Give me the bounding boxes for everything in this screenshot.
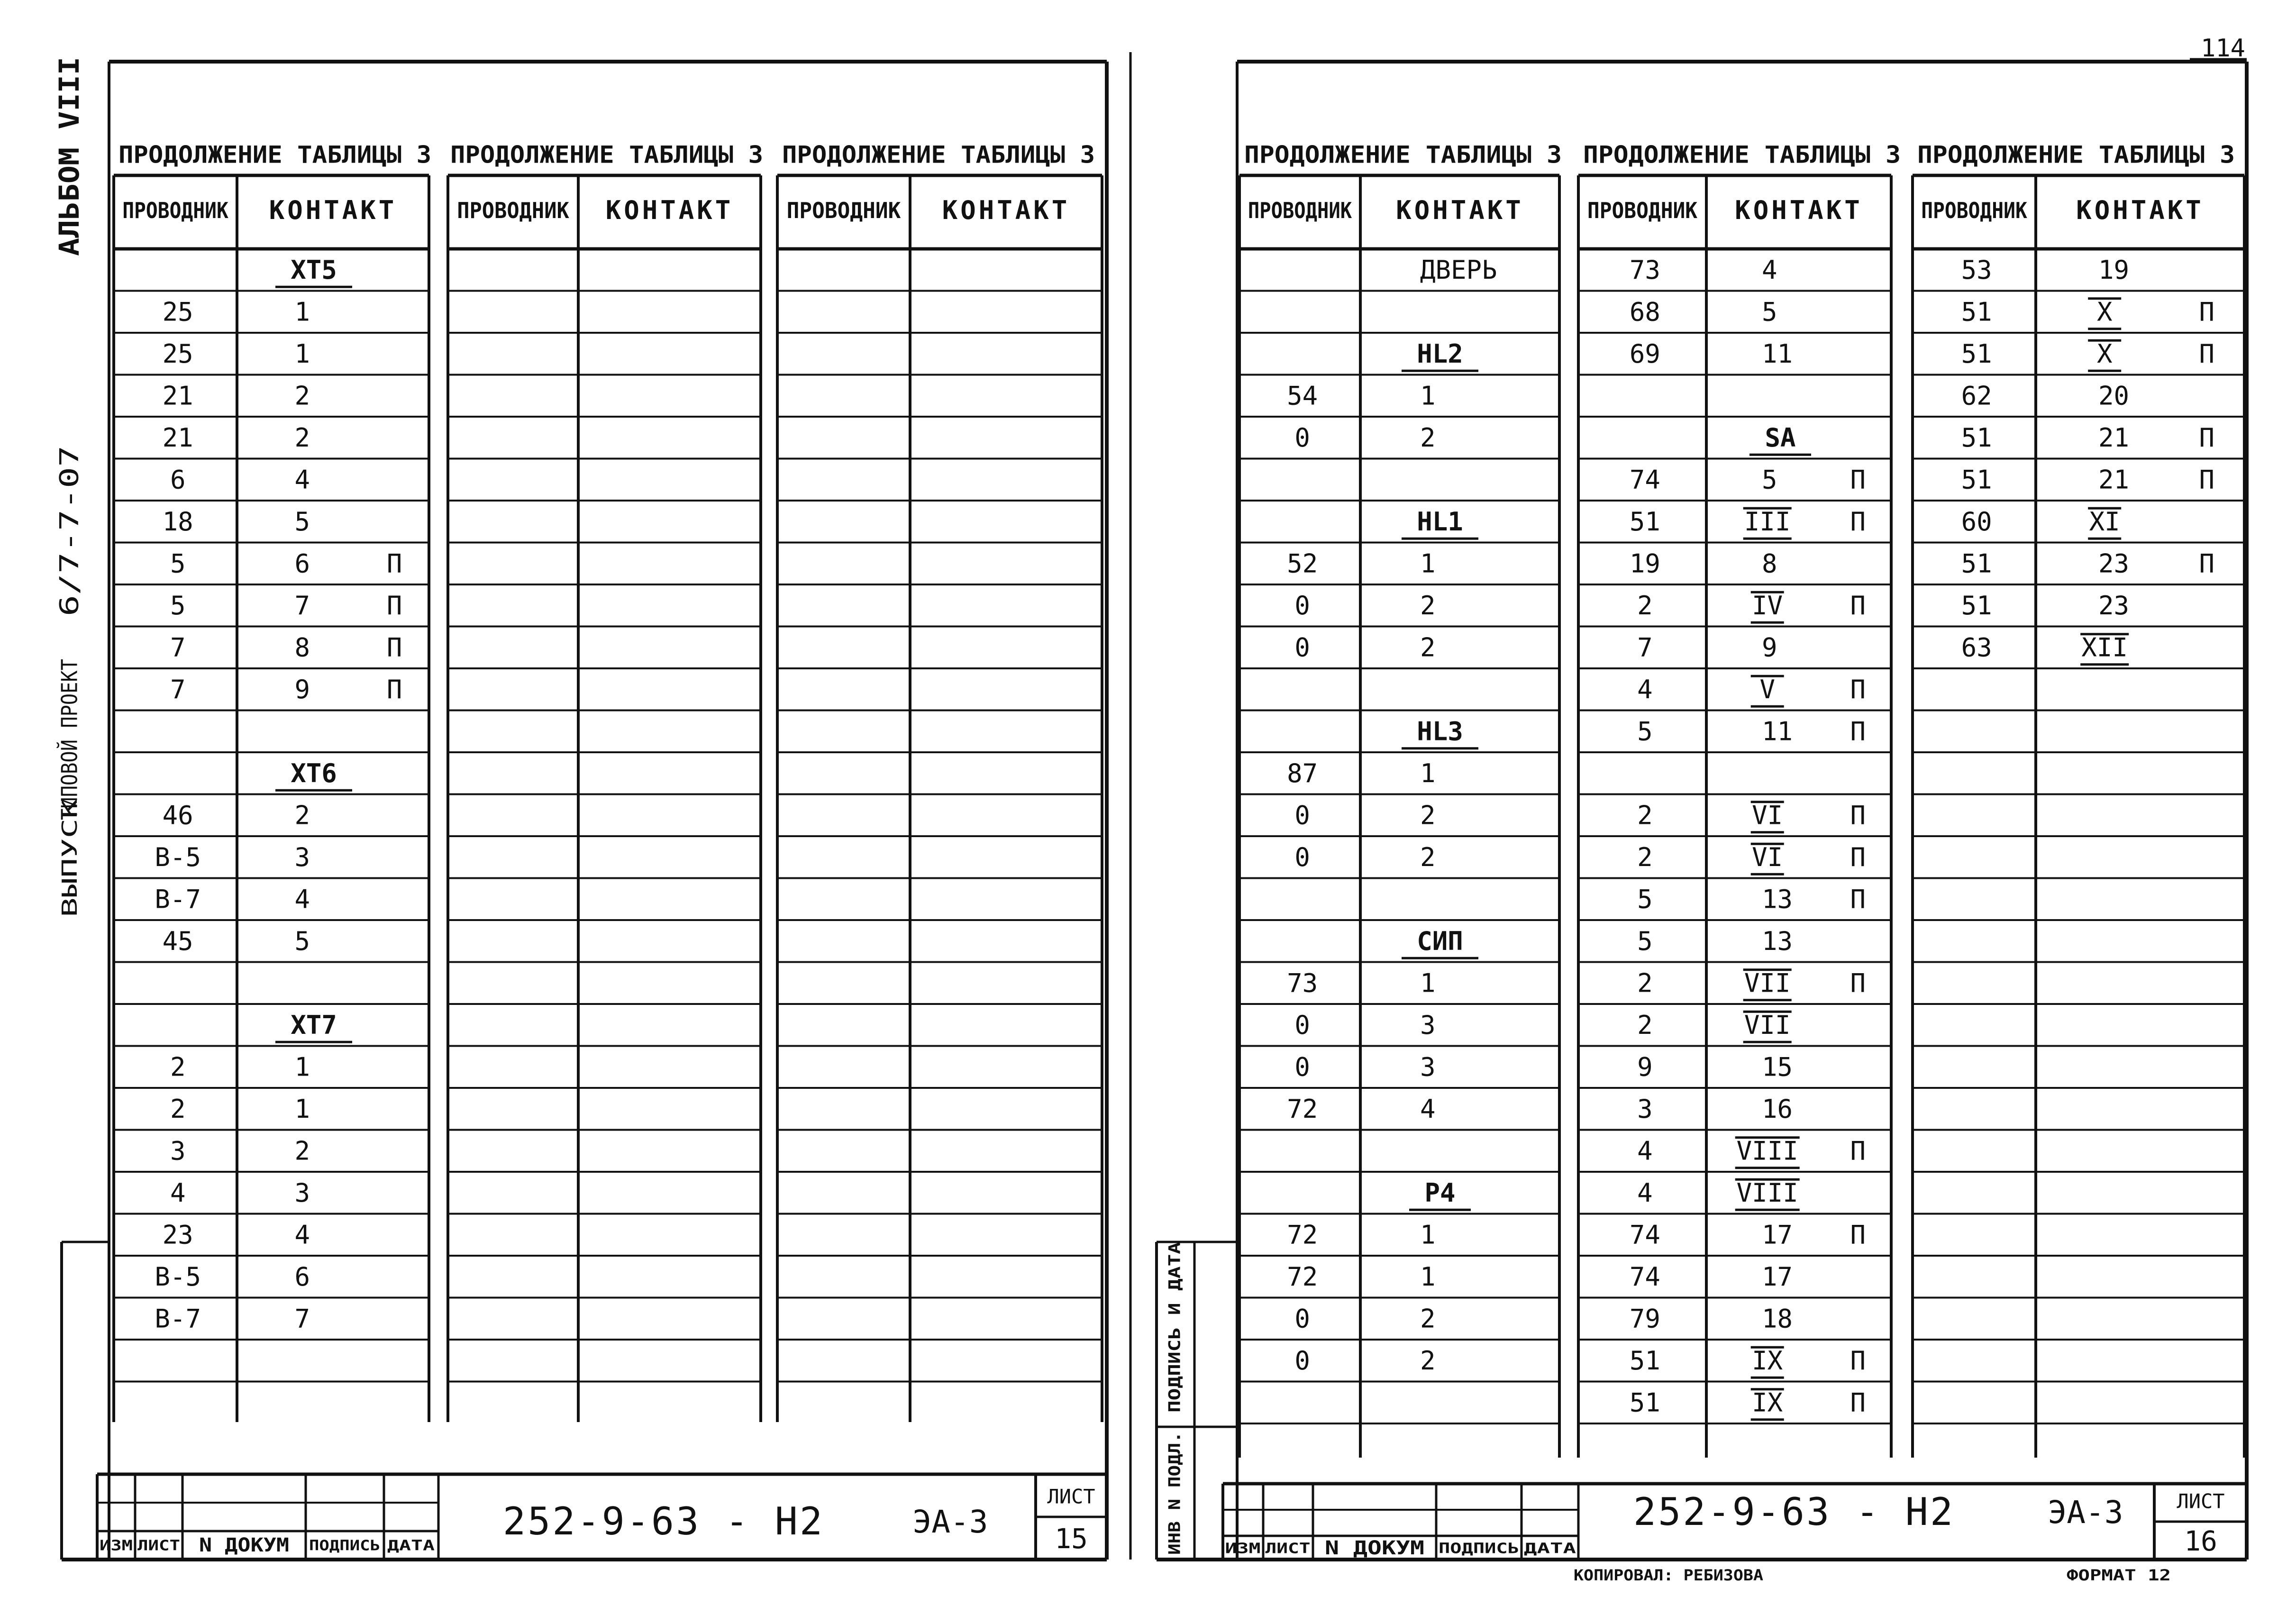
device-label: SA — [1765, 422, 1796, 453]
conductor-cell: 5 — [1637, 884, 1653, 914]
conductor-cell: 4 — [170, 1177, 186, 1208]
conductor-cell: 51 — [1629, 1345, 1660, 1376]
table-heading: ПРОДОЛЖЕНИЕ ТАБЛИЦЫ 3 — [450, 141, 763, 169]
flag-cell: П — [1850, 842, 1866, 872]
contact-cell: 7 — [294, 590, 310, 620]
col-header-conductor: ПРОВОДНИК — [786, 198, 901, 223]
contact-cell: 4 — [294, 1220, 310, 1250]
contact-cell: 1 — [1420, 548, 1436, 579]
contact-cell: 2 — [294, 422, 310, 453]
flag-cell: П — [2199, 297, 2215, 327]
conductor-cell: 51 — [1961, 297, 1992, 327]
contact-cell: 4 — [1762, 255, 1777, 285]
contact-cell: 1 — [294, 1094, 310, 1124]
conductor-cell: 5 — [1637, 926, 1653, 956]
conductor-cell: 5 — [170, 590, 186, 620]
conductor-cell: 51 — [1961, 338, 1992, 369]
sheet-texts — [53, 34, 2245, 1584]
conductor-cell: В-7 — [155, 1304, 201, 1334]
conductor-cell: 7 — [170, 674, 186, 704]
conductor-cell: 4 — [1637, 1136, 1653, 1166]
conductor-cell: 7 — [1637, 632, 1653, 663]
table-heading: ПРОДОЛЖЕНИЕ ТАБЛИЦЫ 3 — [1244, 141, 1562, 169]
conductor-cell: 72 — [1287, 1261, 1318, 1292]
contact-cell: 13 — [1762, 926, 1793, 956]
col-header-contact: КОНТАКТ — [942, 195, 1070, 226]
contact-cell: 2 — [294, 800, 310, 830]
conductor-cell: 51 — [1629, 506, 1660, 537]
flag-cell: П — [1850, 465, 1866, 495]
conductor-cell: 46 — [162, 800, 193, 830]
contact-cell: 19 — [2098, 255, 2130, 285]
contact-cell: 2 — [1420, 590, 1436, 620]
format-label: ФОРМАТ 12 — [2067, 1566, 2171, 1584]
col-header-contact: КОНТАКТ — [2076, 195, 2204, 226]
flag-cell: П — [1850, 1387, 1866, 1418]
conductor-cell: 73 — [1629, 255, 1660, 285]
conductor-cell: 23 — [162, 1220, 193, 1250]
stamp-col-label: N ДОКУМ — [1325, 1537, 1424, 1559]
contact-cell: IV — [1752, 590, 1783, 620]
contact-cell: 21 — [2098, 422, 2130, 453]
conductor-cell: 87 — [1287, 758, 1318, 788]
conductor-cell: 18 — [162, 506, 193, 537]
stamp-col-label: ПОДПИСЬ — [309, 1537, 380, 1554]
device-label: XT7 — [291, 1010, 337, 1040]
conductor-cell: 63 — [1961, 632, 1992, 663]
conductor-cell: 2 — [1637, 590, 1653, 620]
device-label: HL3 — [1417, 716, 1463, 747]
flag-cell: П — [1850, 506, 1866, 537]
flag-cell: П — [386, 632, 402, 663]
contact-cell: 9 — [1762, 632, 1777, 663]
conductor-cell: 51 — [1961, 422, 1992, 453]
conductor-cell: 0 — [1294, 422, 1310, 453]
col-header-conductor: ПРОВОДНИК — [1587, 198, 1698, 223]
conductor-cell: 53 — [1961, 255, 1992, 285]
flag-cell: П — [1850, 884, 1866, 914]
conductor-cell: 0 — [1294, 590, 1310, 620]
contact-cell: 6 — [294, 1261, 310, 1292]
conductor-cell: 52 — [1287, 548, 1318, 579]
contact-cell: 5 — [294, 506, 310, 537]
contact-cell: 7 — [294, 1304, 310, 1334]
flag-cell: П — [1850, 716, 1866, 747]
sheet-number: 15 — [1055, 1523, 1088, 1555]
flag-cell: П — [386, 674, 402, 704]
conductor-cell: 51 — [1961, 465, 1992, 495]
col-header-conductor: ПРОВОДНИК — [122, 198, 229, 223]
conductor-cell: 0 — [1294, 1345, 1310, 1376]
contact-cell: 18 — [1762, 1304, 1793, 1334]
conductor-cell: В-5 — [155, 1261, 201, 1292]
document-code: 252-9-63 - Н2 — [1633, 1489, 1955, 1534]
conductor-cell: 2 — [170, 1052, 186, 1082]
contact-cell: 4 — [294, 884, 310, 914]
conductor-cell: 25 — [162, 297, 193, 327]
flag-cell: П — [2199, 465, 2215, 495]
contact-cell: VII — [1744, 968, 1791, 998]
page-number: 114 — [2201, 34, 2245, 63]
col-header-contact: КОНТАКТ — [269, 195, 397, 226]
contact-cell: 2 — [1420, 1345, 1436, 1376]
conductor-cell: 5 — [170, 548, 186, 579]
document-mark: ЭА-3 — [2048, 1494, 2123, 1531]
conductor-cell: 68 — [1629, 297, 1660, 327]
contact-cell: 8 — [294, 632, 310, 663]
contact-cell: 5 — [1762, 465, 1777, 495]
contact-cell: 2 — [294, 1136, 310, 1166]
conductor-cell: 4 — [1637, 1177, 1653, 1208]
conductor-cell: 73 — [1287, 968, 1318, 998]
col-header-conductor: ПРОВОДНИК — [1921, 198, 2028, 223]
contact-cell: VII — [1744, 1010, 1791, 1040]
conductor-cell: 62 — [1961, 381, 1992, 411]
contact-cell: VI — [1752, 842, 1783, 872]
contact-cell: 5 — [294, 926, 310, 956]
contact-cell: 2 — [1420, 1304, 1436, 1334]
flag-cell: П — [386, 590, 402, 620]
table-heading: ПРОДОЛЖЕНИЕ ТАБЛИЦЫ 3 — [118, 141, 431, 169]
conductor-cell: 3 — [1637, 1094, 1653, 1124]
conductor-cell: 0 — [1294, 1304, 1310, 1334]
contact-cell: X — [2096, 338, 2113, 369]
contact-cell: 3 — [294, 842, 310, 872]
conductor-cell: 72 — [1287, 1220, 1318, 1250]
contact-cell: 5 — [1762, 297, 1777, 327]
sheet-label: ЛИСТ — [1047, 1485, 1095, 1508]
contact-cell: XII — [2081, 632, 2128, 663]
contact-cell: 8 — [1762, 548, 1777, 579]
contact-cell: 2 — [294, 381, 310, 411]
contact-cell: 3 — [1420, 1010, 1436, 1040]
conductor-cell: 0 — [1294, 800, 1310, 830]
flag-cell: П — [1850, 800, 1866, 830]
stamp-col-label: N ДОКУМ — [199, 1534, 289, 1556]
contact-cell: 1 — [1420, 381, 1436, 411]
sheet-label: ЛИСТ — [2177, 1489, 2225, 1513]
contact-cell: IX — [1752, 1345, 1783, 1376]
flag-cell: П — [1850, 968, 1866, 998]
conductor-cell: В-7 — [155, 884, 201, 914]
conductor-cell: 69 — [1629, 338, 1660, 369]
conductor-cell: 2 — [1637, 968, 1653, 998]
contact-cell: 2 — [1420, 842, 1436, 872]
sheet-number: 16 — [2184, 1525, 2217, 1558]
device-label: HL2 — [1417, 338, 1463, 369]
conductor-cell: 2 — [1637, 1010, 1653, 1040]
col-header-conductor: ПРОВОДНИК — [457, 198, 570, 223]
conductor-cell: 2 — [1637, 800, 1653, 830]
conductor-cell: 19 — [1629, 548, 1660, 579]
stamp-col-label: ИЗМ — [1225, 1540, 1261, 1557]
contact-cell: 1 — [294, 297, 310, 327]
document-code: 252-9-63 - Н2 — [502, 1499, 825, 1543]
contact-cell: 17 — [1762, 1220, 1793, 1250]
contact-cell: VIII — [1736, 1136, 1798, 1166]
conductor-cell: 7 — [170, 632, 186, 663]
side-label-inventory: ИНВ N ПОДЛ. — [1165, 1448, 1184, 1555]
conductor-cell: 72 — [1287, 1094, 1318, 1124]
conductor-cell: 74 — [1629, 465, 1660, 495]
table-heading: ПРОДОЛЖЕНИЕ ТАБЛИЦЫ 3 — [1917, 141, 2235, 169]
contact-cell: IX — [1752, 1387, 1783, 1418]
contact-cell: 1 — [294, 1052, 310, 1082]
contact-cell: 6 — [294, 548, 310, 579]
side-label-signature: ПОДПИСЬ И ДАТА — [1165, 1277, 1184, 1413]
device-label: XT6 — [291, 758, 337, 788]
col-header-contact: КОНТАКТ — [605, 195, 734, 226]
stamp-col-label: ЛИСТ — [137, 1537, 180, 1554]
contact-cell: ДВЕРЬ — [1420, 255, 1497, 285]
album-label: АЛЬБОМ VIII — [53, 73, 86, 256]
conductor-cell: 25 — [162, 338, 193, 369]
conductor-cell: 21 — [162, 381, 193, 411]
contact-cell: 15 — [1762, 1052, 1793, 1082]
contact-cell: 17 — [1762, 1261, 1793, 1292]
album-issue: ВЫПУСК — [58, 842, 82, 917]
flag-cell: П — [1850, 1220, 1866, 1250]
contact-cell: XI — [2089, 506, 2120, 537]
contact-cell: 1 — [294, 338, 310, 369]
device-label: P4 — [1424, 1177, 1456, 1208]
flag-cell: П — [2199, 422, 2215, 453]
device-label: СИП — [1417, 926, 1463, 956]
conductor-cell: 79 — [1629, 1304, 1660, 1334]
flag-cell: П — [1850, 1345, 1866, 1376]
contact-cell: 11 — [1762, 338, 1793, 369]
conductor-cell: 0 — [1294, 1052, 1310, 1082]
conductor-cell: 2 — [170, 1094, 186, 1124]
flag-cell: П — [2199, 338, 2215, 369]
flag-cell: П — [1850, 1136, 1866, 1166]
contact-cell: 11 — [1762, 716, 1793, 747]
col-header-contact: КОНТАКТ — [1396, 195, 1524, 226]
contact-cell: VIII — [1736, 1177, 1798, 1208]
col-header-contact: КОНТАКТ — [1735, 195, 1863, 226]
conductor-cell: 51 — [1961, 548, 1992, 579]
conductor-cell: 9 — [1637, 1052, 1653, 1082]
contact-cell: 21 — [2098, 465, 2130, 495]
table-heading: ПРОДОЛЖЕНИЕ ТАБЛИЦЫ 3 — [1583, 141, 1901, 169]
contact-cell: 23 — [2098, 590, 2130, 620]
flag-cell: П — [1850, 590, 1866, 620]
conductor-cell: 0 — [1294, 632, 1310, 663]
album-project-code: 6/7-7-07 — [54, 493, 84, 616]
contact-cell: 16 — [1762, 1094, 1793, 1124]
conductor-cell: 45 — [162, 926, 193, 956]
stamp-col-label: ДАТА — [387, 1537, 435, 1554]
device-label: XT5 — [291, 255, 337, 285]
conductor-cell: 60 — [1961, 506, 1992, 537]
conductor-cell: 51 — [1961, 590, 1992, 620]
contact-cell: X — [2096, 297, 2113, 327]
contact-cell: 3 — [1420, 1052, 1436, 1082]
frame-lines — [62, 52, 2247, 1560]
conductor-cell: 4 — [1637, 674, 1653, 704]
table-heading: ПРОДОЛЖЕНИЕ ТАБЛИЦЫ 3 — [782, 141, 1095, 169]
contact-cell: 3 — [294, 1177, 310, 1208]
stamp-col-label: ДАТА — [1524, 1540, 1576, 1557]
contact-cell: 2 — [1420, 422, 1436, 453]
flag-cell: П — [1850, 674, 1866, 704]
contact-cell: 9 — [294, 674, 310, 704]
stamp-col-label: ЛИСТ — [1265, 1540, 1311, 1557]
contact-cell: 4 — [294, 465, 310, 495]
conductor-cell: 0 — [1294, 842, 1310, 872]
contact-cell: 1 — [1420, 1261, 1436, 1292]
contact-cell: 23 — [2098, 548, 2130, 579]
conductor-cell: 6 — [170, 465, 186, 495]
contact-cell: VI — [1752, 800, 1783, 830]
stamp-col-label: ИЗМ — [100, 1537, 133, 1554]
contact-cell: 20 — [2098, 381, 2130, 411]
conductor-cell: 54 — [1287, 381, 1318, 411]
contact-cell: 2 — [1420, 800, 1436, 830]
col-header-conductor: ПРОВОДНИК — [1248, 198, 1352, 223]
copied-by: КОПИРОВАЛ: РЕБИЗОВА — [1574, 1566, 1763, 1584]
conductor-cell: 2 — [1637, 842, 1653, 872]
conductor-cell: 74 — [1629, 1220, 1660, 1250]
contact-cell: 2 — [1420, 632, 1436, 663]
contact-cell: 1 — [1420, 1220, 1436, 1250]
flag-cell: П — [2199, 548, 2215, 579]
contact-cell: III — [1744, 506, 1791, 537]
contact-cell: 13 — [1762, 884, 1793, 914]
conductor-cell: 51 — [1629, 1387, 1660, 1418]
conductor-cell: В-5 — [155, 842, 201, 872]
contact-cell: 4 — [1420, 1094, 1436, 1124]
album-project-title: ТИПОВОЙ ПРОЕКТ — [56, 636, 82, 820]
conductor-cell: 0 — [1294, 1010, 1310, 1040]
contact-cell: 1 — [1420, 758, 1436, 788]
device-label: HL1 — [1417, 506, 1463, 537]
conductor-cell: 3 — [170, 1136, 186, 1166]
conductor-cell: 74 — [1629, 1261, 1660, 1292]
conductor-cell: 5 — [1637, 716, 1653, 747]
stamp-col-label: ПОДПИСЬ — [1439, 1540, 1519, 1557]
document-mark: ЭА-3 — [912, 1504, 988, 1541]
flag-cell: П — [386, 548, 402, 579]
contact-cell: V — [1759, 674, 1775, 704]
contact-cell: 1 — [1420, 968, 1436, 998]
conductor-cell: 21 — [162, 422, 193, 453]
